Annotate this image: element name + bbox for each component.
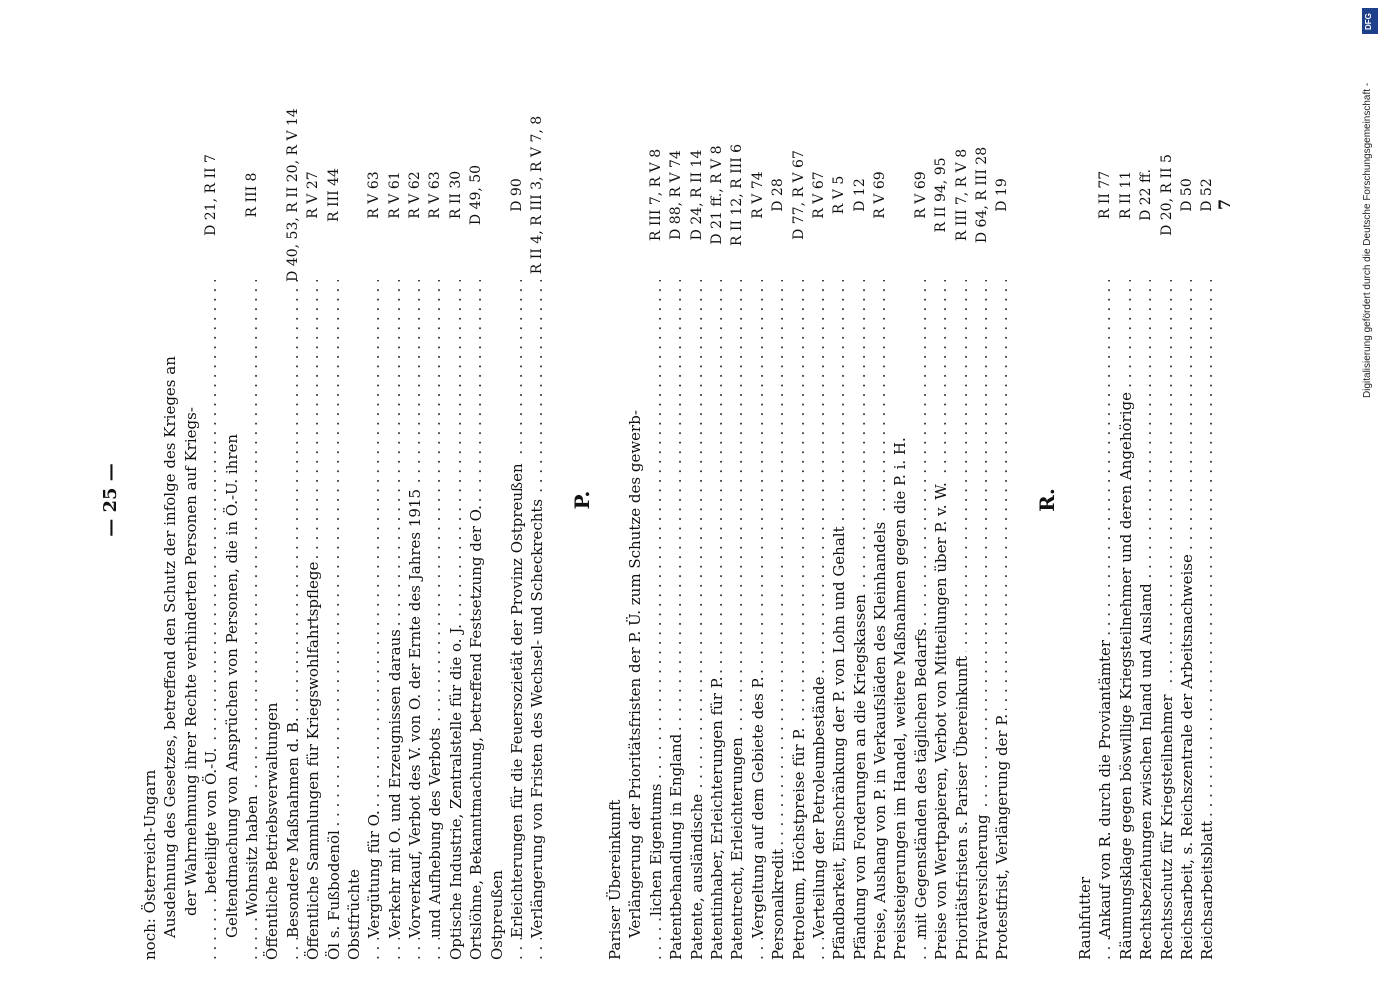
index-reference: R V 67 <box>810 171 827 219</box>
index-entry <box>344 280 364 960</box>
index-entry-text: Verteilung der Petroleumbestände <box>810 673 828 938</box>
index-entry-text: Verkehr mit O. und Erzeugnissen daraus <box>386 625 404 938</box>
index-entry <box>625 280 645 960</box>
index-entry <box>364 280 384 960</box>
index-reference: D 21 ff., R V 8 <box>708 145 725 245</box>
index-entry <box>201 280 221 960</box>
index-reference <box>160 80 180 310</box>
index-reference: D 28 <box>770 178 787 212</box>
index-reference <box>890 80 910 310</box>
index-entry-text: Patentrecht, Erleichterungen <box>728 733 746 960</box>
index-entry-text: Patentinhaber, Erleichterungen für P. <box>708 673 726 960</box>
index-entry <box>1075 280 1095 960</box>
index-reference: R V 27 <box>305 171 322 219</box>
index-reference: R V 74 <box>749 171 766 219</box>
index-entry-text: Rechtsbeziehungen zwischen Inland und Ausland <box>1137 579 1155 960</box>
watermark-text: Digitalisierung gefördert durch die Deutsche Forschungsgemeinschaft - <box>1362 82 1373 398</box>
index-reference: R V 69 <box>872 171 889 219</box>
index-entry <box>487 280 507 960</box>
index-entry <box>425 280 445 960</box>
index-entry-text: Vergeltung auf dem Gebiete des P. <box>749 673 767 938</box>
index-reference <box>181 80 201 310</box>
index-reference: D 77, R V 67 <box>790 150 807 240</box>
index-entry-text: Ankauf von R. durch die Proviantämter <box>1096 636 1114 938</box>
index-entry-text: Patente, ausländische <box>688 790 706 960</box>
index-entry <box>262 280 282 960</box>
index-entry <box>911 280 931 960</box>
index-entry <box>446 280 466 960</box>
index-entry-text: Patentbehandlung in England <box>667 730 685 960</box>
index-entry <box>1157 280 1177 960</box>
index-entry <box>140 280 160 960</box>
index-entry-text: Vergütung für O. <box>365 806 383 938</box>
index-entry <box>222 280 242 960</box>
index-entry <box>324 280 344 960</box>
index-reference: D 24, R II 14 <box>688 149 705 241</box>
index-entry-text: Ausdehnung des Gesetzes, betreffend den Schutz der infolge des Krieges an <box>161 352 179 938</box>
index-reference: D 49, 50 <box>468 164 485 226</box>
index-entry-text: Pfändbarkeit, Einschränkung der P. von Lohn und Gehalt <box>830 522 848 960</box>
index-reference: D 64, R III 28 <box>974 146 991 244</box>
index-entry <box>748 280 768 960</box>
index-reference <box>605 80 625 310</box>
document-page <box>100 0 1240 1000</box>
index-entry-text: Rechtsschutz für Kriegsteilnehmer <box>1158 690 1176 960</box>
watermark <box>1362 8 1380 408</box>
index-entry-text: der Wahrnehmung ihrer Rechte verhinderten Personen auf Kriegs- <box>182 403 200 916</box>
index-entry <box>789 280 809 960</box>
index-entry <box>768 280 788 960</box>
index-entry <box>605 280 625 960</box>
index-entry <box>992 280 1012 960</box>
index-entry-text: Obstfrüchte <box>345 865 363 960</box>
index-reference: D 20, R II 5 <box>1158 154 1175 236</box>
section-o-references <box>140 80 548 310</box>
index-entry <box>283 280 303 960</box>
index-reference <box>222 80 242 310</box>
index-entry-text: und Aufhebung des Verbots <box>426 724 444 938</box>
index-entry-text: lichen Eigentums <box>647 780 665 916</box>
section-o-entries <box>140 280 548 960</box>
index-entry-text: Prioritätsfristen s. Pariser Übereinkunft <box>953 652 971 960</box>
index-entry-text: Verlängerung von Fristen des Wechsel- und Scheckrechts <box>528 495 546 938</box>
index-entry <box>707 280 727 960</box>
index-reference: R V 63 <box>366 171 383 219</box>
index-reference: D 52 <box>1199 178 1216 212</box>
index-entry-text: Personalkredit <box>769 845 787 960</box>
index-reference: R III 7, R V 8 <box>647 148 664 242</box>
index-entry-text: Preissteigerungen im Handel, weitere Maßnahmen gegen die P. i. H. <box>891 433 909 960</box>
index-entry <box>687 280 707 960</box>
index-reference <box>625 80 645 310</box>
index-entry-text: Verlängerung der Prioritätsfristen der P. Ü. zum Schutze des gewerb- <box>626 406 644 938</box>
index-reference: R V 69 <box>912 171 929 219</box>
index-reference: D 90 <box>509 178 526 212</box>
index-entry <box>242 280 262 960</box>
index-entry <box>1197 280 1217 960</box>
index-entry-text: Wohnsitz haben <box>243 791 261 916</box>
index-reference: R II 94, 95 <box>933 157 950 233</box>
index-reference: R III 7, R V 8 <box>953 148 970 242</box>
index-entry-text: Preise, Aushang von P. in Verkaufsläden des Kleinhandels <box>871 518 889 960</box>
index-entry <box>931 280 951 960</box>
index-entry-text: Räumungsklage gegen böswillige Kriegsteilnehmer und deren Angehörige <box>1117 388 1135 960</box>
index-reference: D 22 ff. <box>1138 169 1155 221</box>
index-entry <box>829 280 849 960</box>
index-entry <box>405 280 425 960</box>
index-entry <box>466 280 486 960</box>
index-entry-text: Rauhfutter <box>1076 873 1094 960</box>
index-entry-text: Protestfrist, Verlängerung der P. <box>993 710 1011 960</box>
index-entry-text: Ostpreußen <box>488 866 506 960</box>
index-entry-text: Petroleum, Höchstpreise für P. <box>790 724 808 960</box>
index-entry <box>952 280 972 960</box>
index-entry-text: Optische Industrie, Zentralstelle für die o. J. <box>447 620 465 960</box>
index-reference <box>344 80 364 310</box>
index-entry <box>890 280 910 960</box>
index-entry <box>385 280 405 960</box>
index-entry-text: noch: Österreich-Ungarn <box>141 766 159 960</box>
index-entry-text: Öffentliche Betriebsverwaltungen <box>263 699 281 960</box>
index-reference: D 12 <box>851 178 868 212</box>
index-reference: D 50 <box>1178 178 1195 212</box>
index-reference: R V 62 <box>407 171 424 219</box>
index-reference: R II 77 <box>1097 170 1114 220</box>
index-reference: D 88, R V 74 <box>668 150 685 240</box>
index-entry-text: Vorverkauf, Verbot des V. von O. der Ernte des Jahres 1915 <box>406 485 424 938</box>
section-r-references <box>1075 80 1218 310</box>
index-entry <box>1095 280 1115 960</box>
index-reference: D 40, 53, R II 20, R V 14 <box>284 108 301 282</box>
section-heading-r: R. <box>1035 488 1059 512</box>
dfg-logo: DFG <box>1362 8 1378 34</box>
index-entry <box>646 280 666 960</box>
index-entry-text: Besondere Maßnahmen d. B. <box>284 713 302 938</box>
section-heading-p: P. <box>570 490 594 510</box>
section-r-entries <box>1075 280 1218 960</box>
index-entry <box>181 280 201 960</box>
index-reference <box>262 80 282 310</box>
index-reference: R II 11 <box>1117 170 1134 220</box>
index-entry-text: mit Gegenständen des täglichen Bedarfs <box>912 625 930 938</box>
index-reference: R V 63 <box>427 171 444 219</box>
signature-mark: 7 <box>1215 198 1234 210</box>
index-entry <box>303 280 323 960</box>
index-reference: R III 44 <box>325 168 342 222</box>
index-reference <box>140 80 160 310</box>
index-entry-text: Erleichterungen für die Feuersozietät der Provinz Ostpreußen <box>508 459 526 938</box>
index-entry <box>870 280 890 960</box>
index-reference: R II 12, R III 6 <box>729 143 746 247</box>
index-reference <box>1075 80 1095 310</box>
index-entry-text: beteiligte von Ö.-U. <box>202 744 220 894</box>
section-p-entries <box>605 280 1013 960</box>
index-reference: R II 4, R III 3, R V 7, 8 <box>529 115 546 275</box>
page-number: — 25 — <box>100 463 121 537</box>
index-entry-text: Öffentliche Sammlungen für Kriegswohlfahrtspflege <box>304 558 322 960</box>
index-entry <box>1136 280 1156 960</box>
index-entry-text: Reichsarbeitsblatt <box>1198 817 1216 960</box>
index-entry <box>160 280 180 960</box>
index-reference: R II 30 <box>447 170 464 220</box>
index-entry <box>1177 280 1197 960</box>
index-reference: D 21, R II 7 <box>203 154 220 236</box>
index-entry-text: Ortslöhne, Bekanntmachung, betreffend Festsetzung der O. <box>467 501 485 960</box>
section-p-references <box>605 80 1013 310</box>
index-entry-text: Pariser Übereinkunft <box>606 796 624 960</box>
index-entry <box>972 280 992 960</box>
index-entry-text: Privatversicherung <box>973 810 991 960</box>
index-reference: R V 5 <box>831 175 848 215</box>
index-entry <box>527 280 547 960</box>
index-entry <box>666 280 686 960</box>
index-entry-text: Öl s. Fußbodenöl <box>325 826 343 960</box>
index-entry-text: Pfändung von Forderungen an die Kriegskassen <box>851 590 869 960</box>
index-entry-text: Reichsarbeit, s. Reichszentrale der Arbeitsnachweise <box>1178 550 1196 960</box>
index-reference: R III 8 <box>243 172 260 218</box>
index-entry-text: Preise von Wertpapieren, Verbot von Mitteilungen über P. v. W. <box>932 478 950 960</box>
index-entry-text: Geltendmachung von Ansprüchen von Personen, die in Ö.-U. ihren <box>223 430 241 938</box>
index-entry <box>850 280 870 960</box>
index-entry <box>809 280 829 960</box>
index-entry <box>727 280 747 960</box>
index-reference: R V 61 <box>386 171 403 219</box>
index-entry <box>507 280 527 960</box>
index-reference: D 19 <box>994 178 1011 212</box>
index-entry <box>1116 280 1136 960</box>
index-reference <box>487 80 507 310</box>
